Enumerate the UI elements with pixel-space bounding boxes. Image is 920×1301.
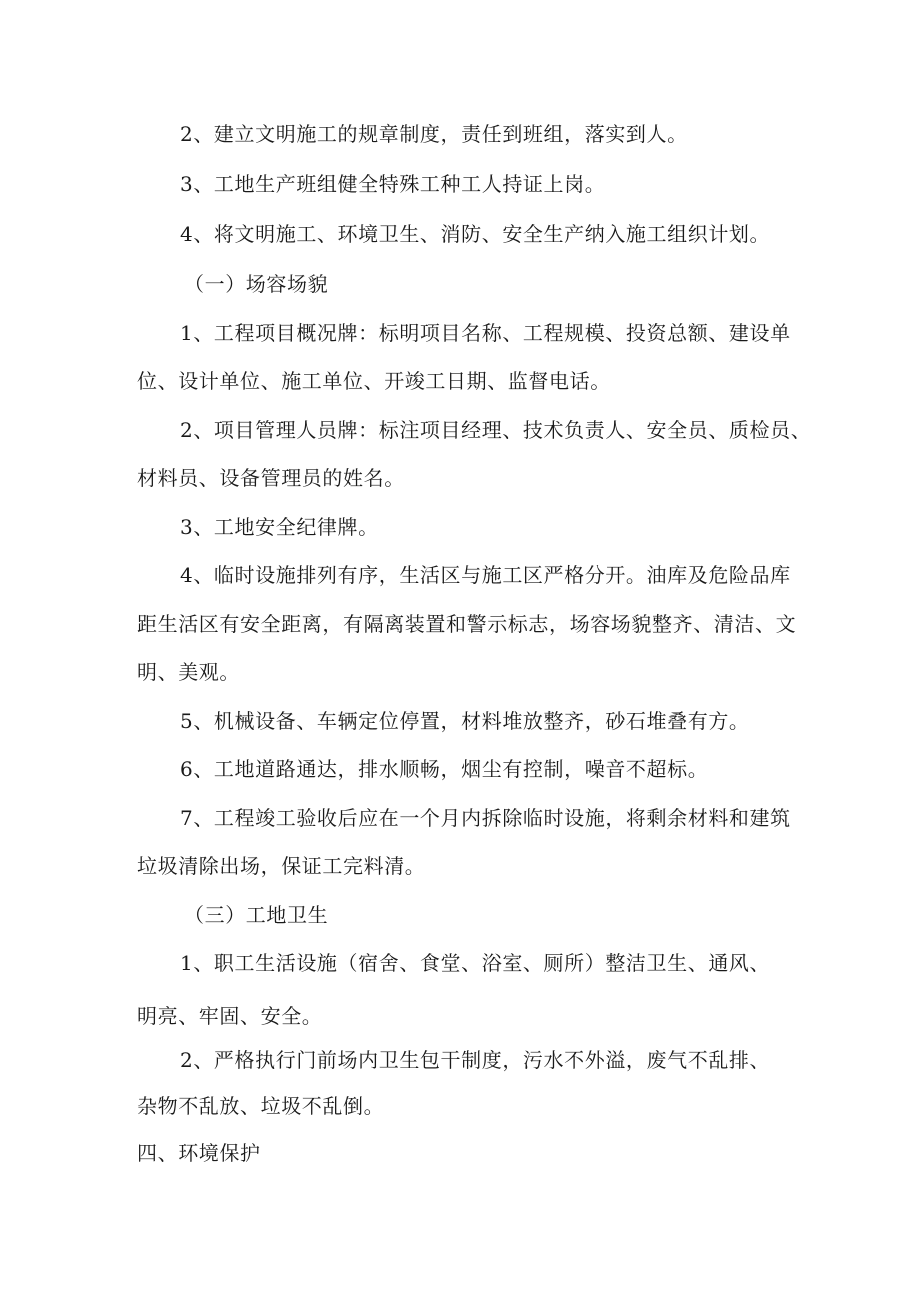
text-line-safety-board: 3、工地安全纪律牌。 [180, 515, 379, 539]
section-heading-environmental-protection: 四、环境保护 [137, 1141, 261, 1165]
text-line-living-facilities-cont: 明亮、牢固、安全。 [137, 1004, 323, 1028]
text-line-machinery: 5、机械设备、车辆定位停置，材料堆放整齐，砂石堆叠有方。 [180, 709, 750, 733]
text-line-project-board: 1、工程项目概况牌：标明项目名称、工程规模、投资总额、建设单 [180, 321, 791, 345]
text-line-temporary-facilities: 4、临时设施排列有序，生活区与施工区严格分开。油库及危险品库 [180, 563, 791, 587]
text-line-hygiene-rules-cont: 杂物不乱放、垃圾不乱倒。 [137, 1094, 385, 1118]
text-line-site-roads: 6、工地道路通达，排水顺畅，烟尘有控制，噪音不超标。 [180, 757, 709, 781]
text-line-item2-rules: 2、建立文明施工的规章制度，责任到班组，落实到人。 [180, 122, 688, 146]
text-line-item3-certification: 3、工地生产班组健全特殊工种工人持证上岗。 [180, 172, 606, 196]
text-line-temporary-facilities-end: 明、美观。 [137, 660, 240, 684]
text-line-project-board-cont: 位、设计单位、施工单位、开竣工日期、监督电话。 [137, 369, 611, 393]
text-line-temporary-facilities-cont: 距生活区有安全距离，有隔离装置和警示标志，场容场貌整齐、清洁、文 [137, 612, 797, 636]
section-heading-site-appearance: （一）场容场貌 [184, 272, 329, 296]
text-line-completion-cleanup-cont: 垃圾清除出场，保证工完料清。 [137, 854, 426, 878]
text-line-staff-board-cont: 材料员、设备管理员的姓名。 [137, 466, 405, 490]
section-heading-site-hygiene: （三）工地卫生 [184, 903, 329, 927]
text-line-item4-planning: 4、将文明施工、环境卫生、消防、安全生产纳入施工组织计划。 [180, 222, 771, 246]
text-line-staff-board: 2、项目管理人员牌：标注项目经理、技术负责人、安全员、质检员、 [180, 418, 812, 442]
text-line-living-facilities: 1、职工生活设施（宿舍、食堂、浴室、厕所）整洁卫生、通风、 [180, 951, 771, 975]
text-line-completion-cleanup: 7、工程竣工验收后应在一个月内拆除临时设施，将剩余材料和建筑 [180, 806, 791, 830]
text-line-hygiene-rules: 2、严格执行门前场内卫生包干制度，污水不外溢，废气不乱排、 [180, 1048, 771, 1072]
